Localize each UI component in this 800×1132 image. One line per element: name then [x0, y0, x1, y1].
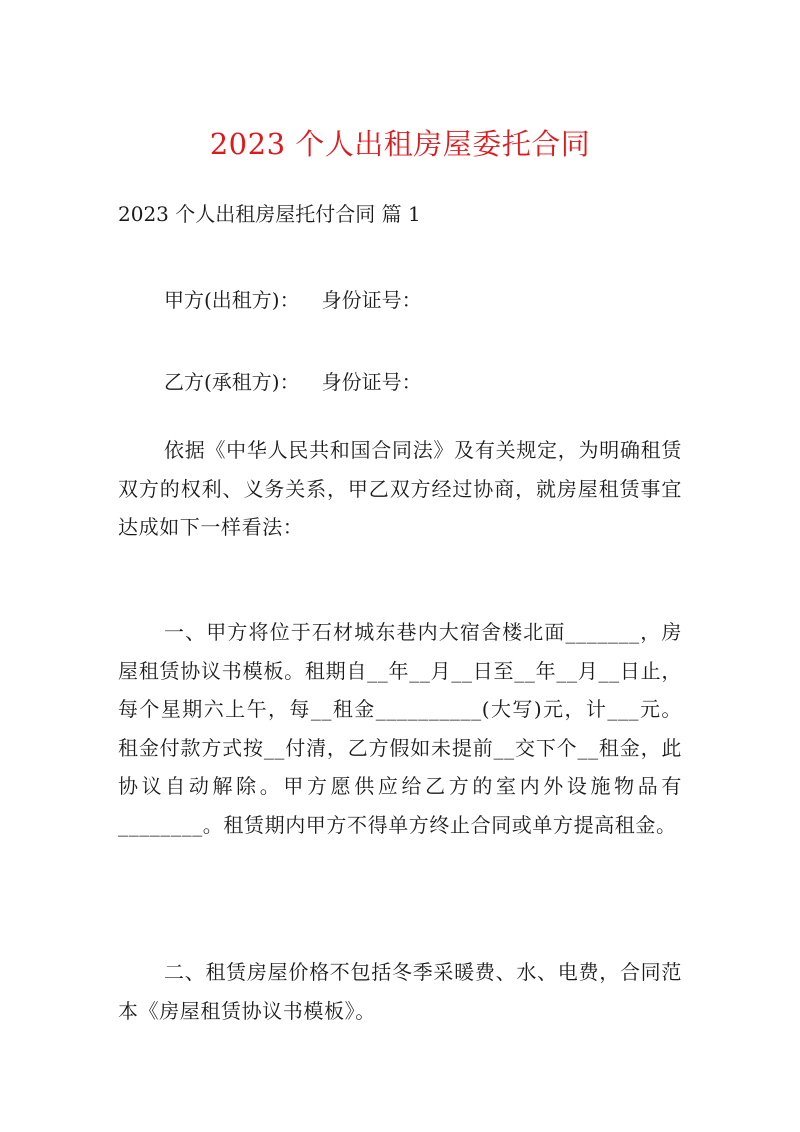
document-title: 2023 个人出租房屋委托合同 [209, 127, 591, 161]
paragraph-intro: 依据《中华人民共和国合同法》及有关规定，为明确租赁双方的权利、义务关系，甲乙双方经过协商，就房屋租赁事宜达成如下一样看法： [118, 438, 682, 539]
paragraph-clause-2: 二、租赁房屋价格不包括冬季采暖费、水、电费，合同范本《房屋租赁协议书模板》。 [118, 960, 682, 1023]
party-a-id-label: 身份证号： [321, 288, 422, 312]
paragraph-clause-1: 一、甲方将位于石材城东巷内大宿舍楼北面_______，房屋租赁协议书模板。租期自__年__月__日至__年__月__日止，每个星期六上午，每__租金__________(大写)元，计___元。租金付款方式按__付清，乙方假如未提前__交下个__租金，此协议自动解除。甲方愿供应给乙方的室内外设施物品有________。租赁期内甲方不得单方终止合同或单方提高租金。 [118, 620, 682, 837]
party-b-line [118, 368, 422, 396]
party-b-id-label: 身份证号： [321, 370, 422, 394]
document-subtitle: 2023 个人出租房屋托付合同 篇 1 [118, 202, 421, 226]
party-a-line [118, 286, 422, 314]
party-b-label: 乙方(承租方)： [164, 370, 300, 394]
party-a-label: 甲方(出租方)： [164, 288, 300, 312]
